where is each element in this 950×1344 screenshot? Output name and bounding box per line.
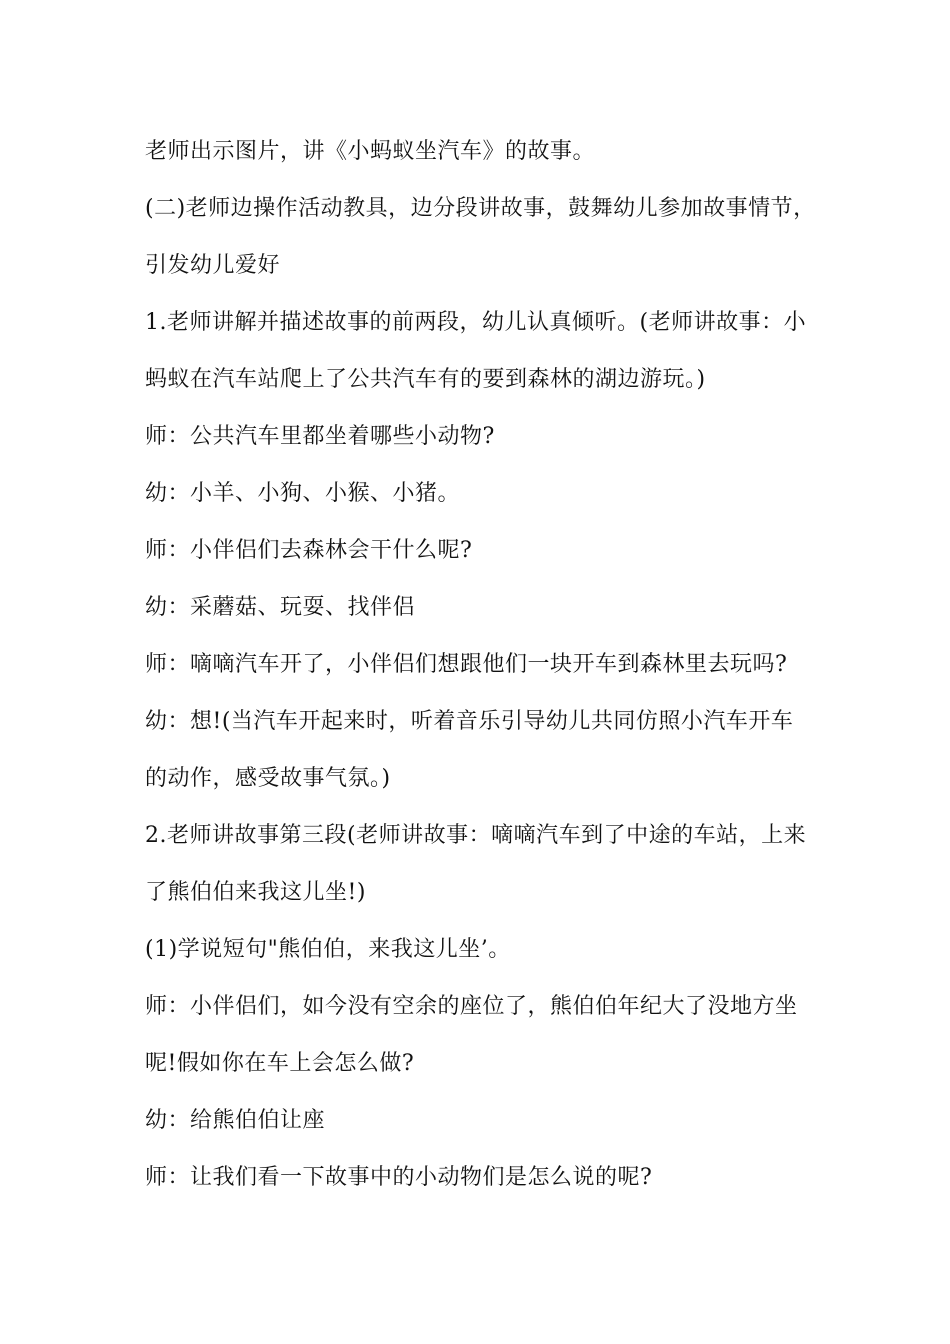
text-line: (二)老师边操作活动教具，边分段讲故事，鼓舞幼儿参加故事情节， — [145, 196, 816, 221]
text-line: 幼：想!(当汽车开起来时，听着音乐引导幼儿共同仿照小汽车开车 — [145, 709, 794, 734]
text-line: 师：嘀嘀汽车开了，小伴侣们想跟他们一块开车到森林里去玩吗? — [145, 652, 788, 677]
text-line: 师：小伴侣们去森林会干什么呢? — [145, 538, 473, 563]
text-line: 的动作，感受故事气氛。) — [145, 766, 391, 791]
text-line: 了熊伯伯来我这儿坐!) — [145, 880, 366, 905]
text-line: 呢!假如你在车上会怎么做? — [145, 1051, 415, 1076]
text-line: 引发幼儿爱好 — [145, 253, 281, 278]
text-line: 老师出示图片，讲《小蚂蚁坐汽车》的故事。 — [145, 139, 596, 164]
text-line: 幼：小羊、小狗、小猴、小猪。 — [145, 481, 461, 506]
text-line: 师：小伴侣们，如今没有空余的座位了，熊伯伯年纪大了没地方坐 — [145, 994, 798, 1019]
text-line: 蚂蚁在汽车站爬上了公共汽车有的要到森林的湖边游玩。) — [145, 367, 706, 392]
text-line: 师：让我们看一下故事中的小动物们是怎么说的呢? — [145, 1165, 653, 1190]
text-line: 1.老师讲解并描述故事的前两段，幼儿认真倾听。(老师讲故事：小 — [145, 310, 807, 335]
text-line: 幼：采蘑菇、玩耍、找伴侣 — [145, 595, 416, 620]
text-line: 幼：给熊伯伯让座 — [145, 1108, 326, 1133]
text-line: (1)学说短句"熊伯伯，来我这儿坐’。 — [145, 937, 511, 962]
text-line: 2.老师讲故事第三段(老师讲故事：嘀嘀汽车到了中途的车站，上来 — [145, 823, 807, 848]
text-line: 师：公共汽车里都坐着哪些小动物? — [145, 424, 495, 449]
